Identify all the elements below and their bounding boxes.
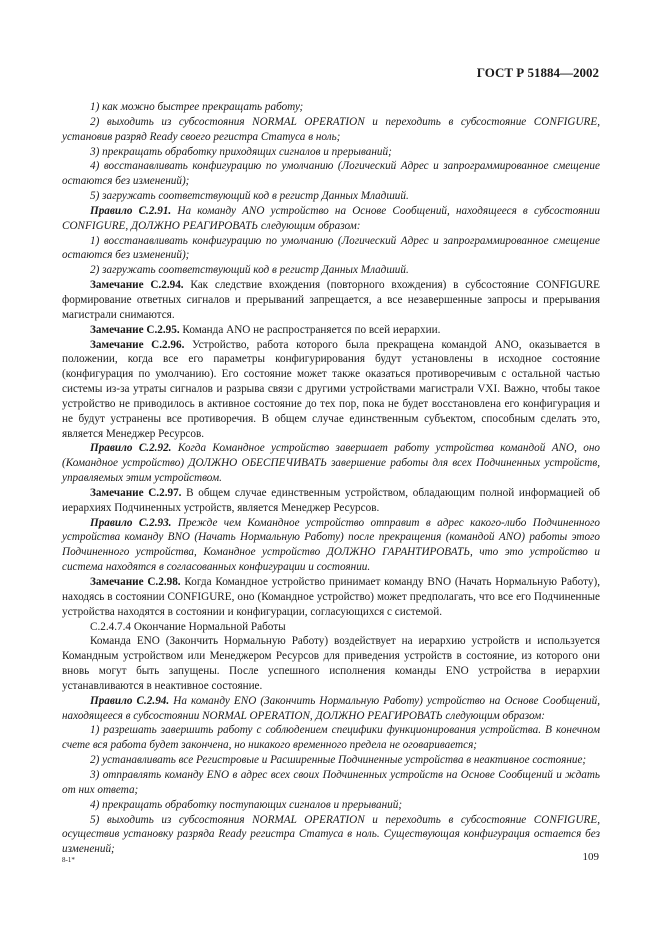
paragraph [62,813,600,858]
paragraph-lead: Замечание С.2.95. [90,323,180,336]
paragraph-text: Когда Командное устройство завершает работу устройства командой ANO, оно (Командное устройство) ДОЛЖНО ОБЕСПЕЧИВАТЬ завершение работы для всех Подчиненных устройств, управляемых этим устройством. [62,442,600,485]
paragraph-text: 1) как можно быстрее прекращать работу; [90,101,304,113]
paragraph-lead: Замечание С.2.97. [90,486,182,499]
paragraph [62,723,600,753]
paragraph [62,323,600,338]
paragraph [62,263,600,278]
paragraph-text: 2) выходить из субсостояния NORMAL OPERATION и переходить в субсостояние CONFIGURE, установив разряд Ready своего регистра Статуса в ноль; [62,115,600,143]
paragraph-text: 2) устанавливать все Регистровые и Расширенные Подчиненные устройства в неактивное состояние; [90,754,587,767]
paragraph-text: Как следствие вхождения (повторного вхождения) в субсостояние CONFIGURE формирование ответных сигналов и прерываний запрещается, а все незавершенные запросы и прерывания магистрали снимаются. [62,279,600,321]
paragraph [62,768,600,798]
paragraph-lead: Замечание С.2.94. [90,279,184,292]
paragraph [62,694,600,724]
paragraph-text: 5) выходить из субсостояния NORMAL OPERATION и переходить в субсостояние CONFIGURE, осуществив установку разряда Ready регистра Статуса в ноль. Существующая конфигурация остается без изменений; [62,813,600,856]
paragraph-text: Прежде чем Командное устройство отправит в адрес какого-либо Подчиненного устройства команду BNO (Начать Нормальную Работу) после прекращения (командой ANO) работы этого Подчиненного устройства, Командное устройство ДОЛЖНО ГАРАНТИРОВАТЬ, что это устройство и система находятся в согласованных конфигурации и состоянии. [62,516,600,574]
paragraph [62,338,600,442]
paragraph [62,634,600,693]
paragraph-lead: Правило С.2.94. [90,694,170,707]
paragraph-lead: Замечание С.2.96. [90,338,185,351]
paragraph-text: Команда ENO (Закончить Нормальную Работу) воздействует на иерархию устройств и используется Командным устройством или Менеджером Ресурсов для приведения устройств в состояние, из которого они вновь могут быть запущены. После успешного исполнения команды ENO устройства в иерархии устанавливаются в неактивное состояние. [62,635,600,692]
paragraph-lead: Замечание С.2.98. [90,576,181,588]
paragraph [62,159,600,189]
paragraph-lead: Правило С.2.93. [90,516,172,529]
paragraph [62,115,600,145]
paragraph [62,204,600,234]
paragraph [62,575,600,620]
paragraph [62,189,600,204]
paragraph-text: Когда Командное устройство принимает команду BNO (Начать Нормальную Работу), находясь в состоянии CONFIGURE, оно (Командное устройство) может предполагать, что все его Подчиненные устройства находятся в состоянии и конфигурации, согласующихся с системой. [62,576,600,618]
paragraph-text: 2) загружать соответствующий код в регистр Данных Младший. [90,264,409,277]
sheet-mark: 8-1* [62,856,75,864]
paragraph-lead: Правило С.2.92. [90,442,172,455]
paragraph-lead: Правило С.2.91. [90,204,172,217]
document-header: ГОСТ Р 51884—2002 [476,65,599,80]
page-number: 109 [582,851,599,863]
paragraph [62,516,600,575]
paragraph-text: 3) прекращать обработку приходящих сигналов и прерываний; [90,145,392,158]
paragraph [62,234,600,264]
paragraph-text: С.2.4.7.4 Окончание Нормальной Работы [90,620,286,633]
paragraph-text: 4) прекращать обработку поступающих сигналов и прерываний; [90,798,403,811]
paragraph-text: 1) восстанавливать конфигурацию по умолчанию (Логический Адрес и запрограммированное смещение остаются без изменений); [62,234,600,262]
paragraph [62,486,600,516]
paragraph [62,441,600,486]
paragraph-text: Устройство, работа которого была прекращена командой ANO, оказывается в положении, когда все его параметры конфигурирования будут установлены в исходное состояние (конфигурация по умолчанию). Его состояние может также оказаться противоречивым с остальной частью системы из-за утраты сигналов и разрыва связи с другими устройствами магистрали VXI. Важно, чтобы такое устройство не приводилось в активное состояние до тех пор, пока не будет восстановлена его конфигурация и не будут устранены все противоречия. В общем случае единственным субъектом, способным сделать это, является Менеджер Ресурсов. [62,338,600,440]
paragraph [62,145,600,160]
paragraph-text: Команда ANO не распространяется по всей иерархии. [179,323,441,336]
paragraph-text: 3) отправлять команду ENO в адрес всех своих Подчиненных устройств на Основе Сообщений и ждать от них ответа; [62,768,600,796]
paragraph-text: 5) загружать соответствующий код в регистр Данных Младший. [90,190,409,203]
paragraph-text: На команду ENO (Закончить Нормальную Работу) устройство на Основе Сообщений, находящееся в субсостоянии NORMAL OPERATION, ДОЛЖНО РЕАГИРОВАТЬ следующим образом: [62,694,600,722]
paragraph [62,620,600,635]
paragraph-text: В общем случае единственным устройством, обладающим полной информацией об иерархиях Подчиненных устройств, является Менеджер Ресурсов. [62,486,600,514]
paragraph [62,100,600,115]
paragraph [62,798,600,813]
paragraph [62,753,600,768]
paragraph-text: 1) разрешать завершить работу с соблюдением специфики функционирования устройства. В конечном счете вся работа будет закончена, но никакого временного предела не оговаривается; [62,724,600,752]
paragraph-text: На команду ANO устройство на Основе Сообщений, находящееся в субсостоянии CONFIGURE, ДОЛЖНО РЕАГИРОВАТЬ следующим образом: [62,204,600,232]
paragraph-text: 4) восстанавливать конфигурацию по умолчанию (Логический Адрес и запрограммированное смещение остаются без изменений); [62,160,600,188]
paragraph [62,278,600,323]
document-body [62,100,600,857]
